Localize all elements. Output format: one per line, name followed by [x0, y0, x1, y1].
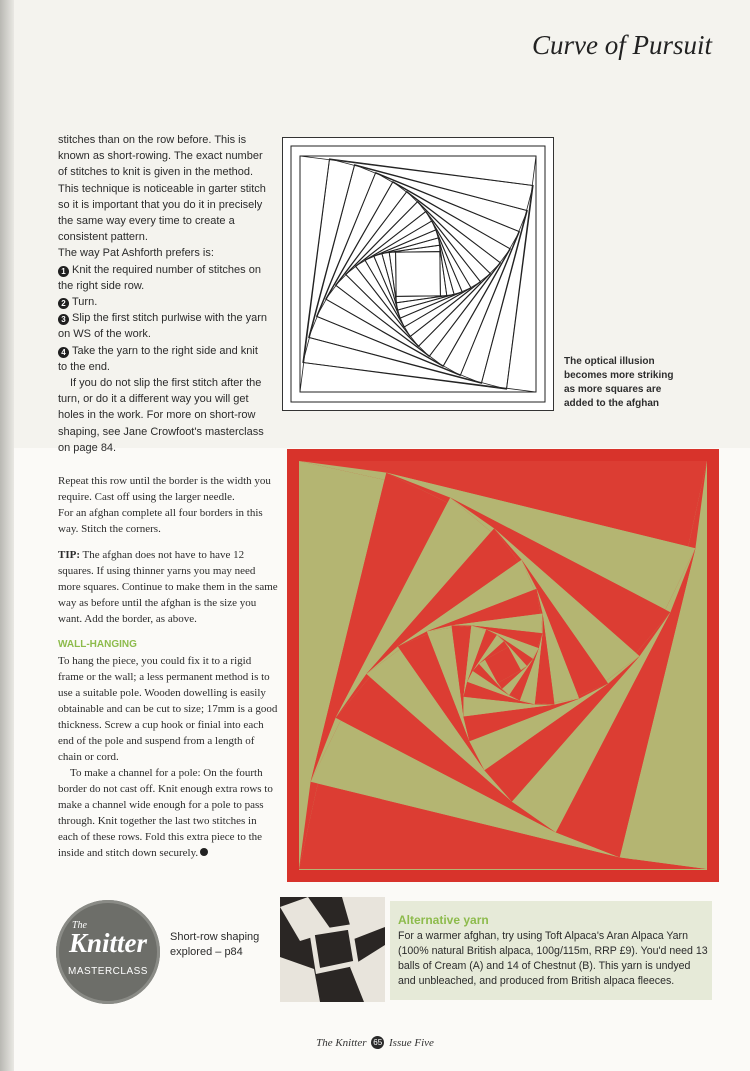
- tip-paragraph: [58, 547, 278, 627]
- alternative-yarn-box: [390, 901, 712, 1000]
- step-2: [58, 294, 270, 310]
- swatch-photo: [280, 897, 385, 1002]
- footer-magazine: The Knitter: [316, 1037, 367, 1049]
- step-text: Take the yarn to the right side and knit to the end.: [58, 344, 258, 373]
- step-4: [58, 343, 270, 375]
- step-text: Slip the first stitch purlwise with the yarn on WS of the work.: [58, 312, 268, 341]
- swatch-svg: [280, 897, 385, 1002]
- swatch-center-square: [312, 927, 356, 971]
- diagram-caption: The optical illusion becomes more striking as more squares are added to the afghan: [564, 356, 674, 409]
- diagram-inner-frame: [291, 146, 545, 402]
- step-3: [58, 310, 270, 342]
- alternative-yarn-title: Alternative yarn: [398, 913, 489, 927]
- knitter-masterclass-logo: [56, 900, 160, 1004]
- page-title: Curve of Pursuit: [532, 30, 712, 60]
- pole-channel-paragraph: [58, 765, 278, 861]
- step-number-icon: 3: [58, 314, 69, 325]
- masterclass-reference: [170, 930, 280, 960]
- border-paragraph: Repeat this row until the border is the width you require. Cast off using the larger needle.: [58, 475, 271, 503]
- reference-text: Short-row shaping explored: [170, 931, 260, 958]
- step-number-icon: 2: [58, 298, 69, 309]
- wall-hanging-paragraph: To hang the piece, you could fix it to a rigid frame or the wall; a less permanent method is to use a suitable pole. Wooden dowelling is easily obtainable and can be cut to size; 17mm is a good thickness. Screw a cup hook or finial into each end of the pole and suspend from a length of chain or cord.: [58, 655, 278, 763]
- tip-text: The afghan does not have to have 12 squares. If using thinner yarns you may need more squares. Continue to make them in the same way as before until the afghan is the size you want. Add the border, as above.: [58, 549, 278, 625]
- page-spine-shadow: [0, 0, 14, 1071]
- logo-the: The: [72, 920, 87, 931]
- tip-label: TIP:: [58, 549, 80, 561]
- method-intro: The way Pat Ashforth prefers is:: [58, 247, 214, 260]
- logo-masterclass: MASTERCLASS: [68, 966, 148, 977]
- logo-knitter: Knitter: [68, 928, 148, 958]
- page-footer: [0, 1036, 750, 1049]
- step-number-icon: 1: [58, 266, 69, 277]
- step-text: Knit the required number of stitches on the right side row.: [58, 263, 261, 292]
- pole-channel-text: To make a channel for a pole: On the fourth border do not cast off. Knit enough extra rows to make a channel wide enough for a pole to pass through. Knit together the last two stitches in each of these rows. Fold this extra piece to the inside and stitch down securely.: [58, 767, 273, 859]
- spiral-diagram-svg: [283, 138, 553, 410]
- column-two-text: [58, 473, 278, 861]
- intro-paragraph: stitches than on the row before. This is known as short-rowing. The exact number of stitches to knit is given in the method. This technique is noticeable in garter stitch so it is important that you do it in precisely the same way every time to create a consistent pattern.: [58, 134, 266, 244]
- end-mark-icon: [200, 848, 208, 856]
- afghan-paragraph: For an afghan complete all four borders in this way. Stitch the corners.: [58, 507, 263, 535]
- spacer: [58, 627, 278, 637]
- alternative-yarn-body: For a warmer afghan, try using Toft Alpaca's Aran Alpaca Yarn (100% natural British alpaca, 100g/115m, RRP £9). You'd need 13 balls of Cream (A) and 14 of Chestnut (B). This yarn is undyed and unbleached, and produced from British alpaca fleeces.: [398, 930, 708, 987]
- slip-note: If you do not slip the first stitch after the turn, or do it a different way you will get holes in the work. For more on short-row shaping, see Jane Crowfoot's masterclass on page 84.: [58, 377, 264, 454]
- column-one-text: [58, 132, 270, 456]
- spacer: [58, 537, 278, 547]
- afghan-svg: [287, 449, 719, 882]
- spiral-line-diagram: [282, 137, 554, 411]
- reference-page: – p84: [215, 946, 243, 958]
- footer-issue: Issue Five: [389, 1037, 434, 1049]
- page-number: 65: [371, 1036, 384, 1049]
- wall-hanging-heading: WALL-HANGING: [58, 639, 137, 650]
- step-1: [58, 262, 270, 294]
- step-number-icon: 4: [58, 347, 69, 358]
- step-text: Turn.: [72, 296, 98, 309]
- afghan-photo: [287, 449, 719, 882]
